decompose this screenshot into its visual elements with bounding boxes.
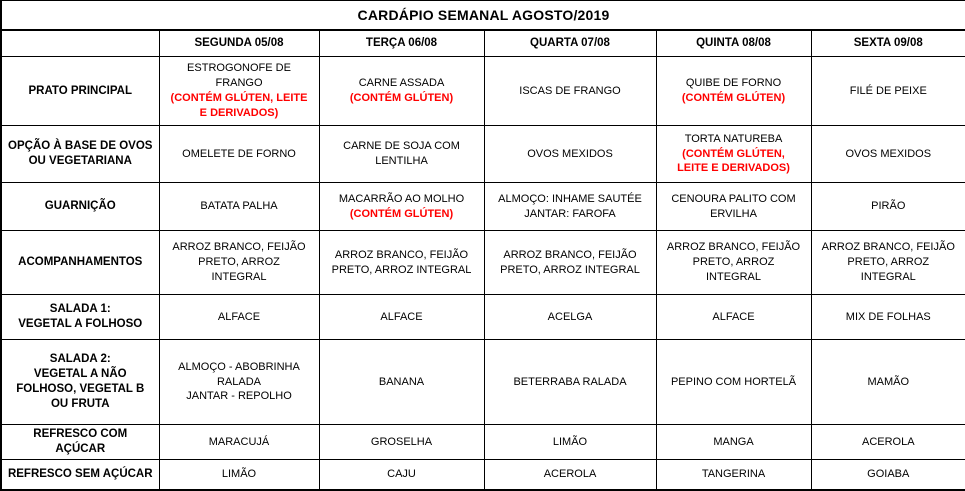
menu-cell [319,231,484,295]
menu-item-text: OVOS MEXIDOS [845,147,932,160]
menu-cell [484,183,656,231]
table-row [1,459,965,490]
menu-cell [811,183,965,231]
menu-item-text: ALMOÇO: INHAME SAUTÉE [498,192,642,205]
table-row [1,57,965,126]
menu-item-text: CAJU [387,468,416,481]
menu-item-text: ARROZ BRANCO, FEIJÃO PRETO, ARROZ INTEGRAL [331,248,472,276]
menu-item-text: BANANA [378,375,425,388]
menu-item-text: ALFACE [217,310,261,323]
menu-cell [319,126,484,183]
menu-cell [159,295,319,340]
menu-cell [159,183,319,231]
menu-item-text: CARNE DE SOJA COM LENTILHA [343,140,460,167]
menu-cell [811,57,965,126]
menu-item-text: ACEROLA [861,435,915,448]
menu-item-text: JANTAR - REPOLHO [186,390,292,403]
menu-item-text: ARROZ BRANCO, FEIJÃO PRETO, ARROZ INTEGRAL [821,241,955,283]
menu-item-text: PEPINO COM HORTELÃ [670,375,797,388]
menu-item-text: FILÉ DE PEIXE [849,84,927,97]
menu-cell [319,425,484,460]
row-label-text: GUARNIÇÃO [44,200,116,213]
header-row [1,30,965,57]
table-row [1,295,965,340]
row-label [1,425,159,460]
row-label [1,231,159,295]
menu-item-text: LIMÃO [552,435,588,448]
menu-item-text: TORTA NATUREBA [684,132,783,145]
menu-cell [484,57,656,126]
menu-item-text: GOIABA [867,468,910,481]
menu-item-text: ARROZ BRANCO, FEIJÃO PRETO, ARROZ INTEGRAL [172,241,306,283]
menu-cell [656,425,811,460]
menu-item-text: MANGA [713,435,754,448]
menu-cell [656,295,811,340]
menu-item-text: QUIBE DE FORNO [685,77,782,90]
row-label-text: SALADA 2: [49,353,111,366]
column-header-segunda: SEGUNDA 05/08 [159,30,319,57]
menu-item-text: PIRÃO [871,200,906,213]
menu-cell [159,425,319,460]
row-label [1,57,159,126]
menu-cell [159,231,319,295]
column-header-sexta: SEXTA 09/08 [811,30,965,57]
menu-cell [656,459,811,490]
menu-item-text: OMELETE DE FORNO [182,147,296,160]
row-label-text: OPÇÃO À BASE DE OVOS [8,140,153,153]
menu-item-text: ALFACE [712,310,755,323]
row-label-text: OU VEGETARIANA [28,155,132,167]
menu-item-text: ACELGA [547,310,593,323]
table-row [1,183,965,231]
menu-cell [484,459,656,490]
row-label-text: VEGETAL A NÃO FOLHOSO, VEGETAL B OU FRUTA [16,368,145,410]
column-header-quarta: QUARTA 07/08 [484,30,656,57]
row-label [1,295,159,340]
menu-cell [159,126,319,183]
menu-cell [159,459,319,490]
row-label-text: PRATO PRINCIPAL [28,84,132,97]
menu-item-text: ACEROLA [543,468,597,481]
menu-item-text: ARROZ BRANCO, FEIJÃO PRETO, ARROZ INTEGRAL [666,241,801,283]
menu-cell [656,231,811,295]
table-row [1,231,965,295]
allergen-note: (CONTÉM GLÚTEN) [349,207,454,220]
row-label-text: SALADA 1: [49,303,111,316]
menu-item-text: BATATA PALHA [200,200,278,213]
row-label [1,183,159,231]
row-label-text: REFRESCO COM AÇÚCAR [33,428,128,455]
row-label-text: VEGETAL A FOLHOSO [18,318,143,330]
menu-cell [811,126,965,183]
menu-cell [656,57,811,126]
menu-item-text: ISCAS DE FRANGO [519,84,621,97]
menu-item-text: CENOURA PALITO COM ERVILHA [671,192,796,220]
menu-item-text: BETERRABA RALADA [513,375,627,388]
menu-cell [656,126,811,183]
menu-item-text: TANGERINA [701,468,766,481]
menu-item-text: MIX DE FOLHAS [845,310,931,323]
row-label-text: REFRESCO SEM AÇÚCAR [7,468,153,481]
page-title: CARDÁPIO SEMANAL AGOSTO/2019 [1,1,965,30]
table-row [1,126,965,183]
table-row [1,425,965,460]
menu-item-text: ALMOÇO - ABOBRINHA RALADA [178,360,300,388]
menu-cell [484,231,656,295]
menu-cell [484,340,656,425]
menu-item-text: MAMÃO [867,375,910,388]
allergen-note: (CONTÉM GLÚTEN) [349,92,454,104]
menu-cell [319,340,484,425]
menu-item-text: MACARRÃO AO MOLHO [338,192,465,205]
menu-item-text: GROSELHA [370,435,433,448]
menu-cell [319,459,484,490]
menu-item-text: MARACUJÁ [208,435,270,448]
menu-cell [159,57,319,126]
menu-cell [656,340,811,425]
column-header-quinta: QUINTA 08/08 [656,30,811,57]
menu-item-text: LIMÃO [221,468,257,481]
row-label [1,340,159,425]
menu-cell [811,425,965,460]
allergen-note: (CONTÉM GLÚTEN, LEITE E DERIVADOS) [677,147,790,175]
row-label [1,126,159,183]
allergen-note: (CONTÉM GLÚTEN, LEITE E DERIVADOS) [170,92,308,119]
menu-cell [159,340,319,425]
menu-cell [319,57,484,126]
menu-cell [811,295,965,340]
menu-cell [484,126,656,183]
menu-cell [484,295,656,340]
row-label [1,459,159,490]
menu-cell [811,340,965,425]
menu-item-text: ARROZ BRANCO, FEIJÃO PRETO, ARROZ INTEGRAL [500,248,640,276]
title-row [1,1,965,30]
menu-item-text: OVOS MEXIDOS [527,147,613,160]
menu-cell [319,183,484,231]
menu-item-text: CARNE ASSADA [358,77,445,90]
menu-cell [656,183,811,231]
menu-cell [811,231,965,295]
menu-cell [319,295,484,340]
table-row [1,340,965,425]
menu-cell [484,425,656,460]
menu-item-text: ALFACE [380,310,423,323]
menu-item-text: ESTROGONOFE DE FRANGO [187,62,291,90]
allergen-note: (CONTÉM GLÚTEN) [681,92,786,104]
menu-item-text: JANTAR: FAROFA [524,207,616,220]
corner-cell [1,30,159,57]
row-label-text: ACOMPANHAMENTOS [18,256,143,269]
column-header-terca: TERÇA 06/08 [319,30,484,57]
menu-cell [811,459,965,490]
